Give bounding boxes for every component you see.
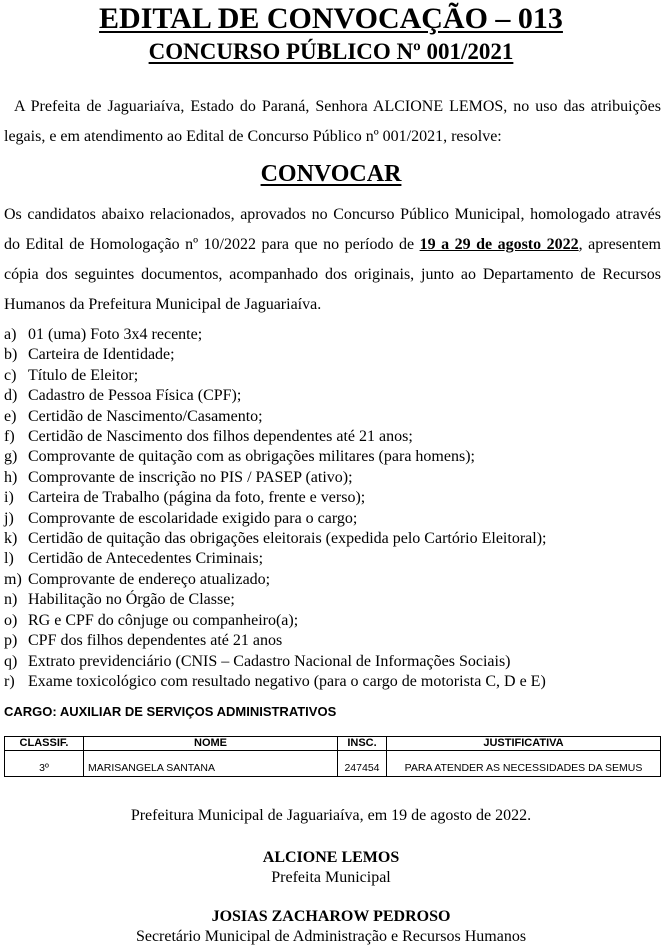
table-row: [5, 751, 661, 777]
list-item-label: k): [4, 530, 18, 548]
list-item: [4, 529, 654, 549]
list-item-label: m): [4, 570, 22, 588]
list-item: [4, 549, 654, 569]
list-item: [4, 325, 654, 345]
action-heading: CONVOCAR: [260, 161, 402, 187]
place-date: Prefeitura Municipal de Jaguariaíva, em 19 de agosto de 2022.: [130, 807, 532, 824]
body-paragraph: [4, 200, 661, 320]
list-item-text: Comprovante de escolaridade exigido para o cargo;: [28, 509, 358, 527]
list-item-text: Título de Eleitor;: [28, 366, 139, 384]
table-header-row: [5, 737, 661, 751]
cargo-heading: CARGO: AUXILIAR DE SERVIÇOS ADMINISTRATIVOS: [4, 704, 337, 719]
signatory-1-role: Prefeita Municipal: [271, 869, 391, 886]
list-item-text: 01 (uma) Foto 3x4 recente;: [28, 326, 203, 343]
list-item: [4, 590, 654, 610]
signatory-2-name: JOSIAS ZACHAROW PEDROSO: [211, 908, 451, 925]
column-header-justificativa: JUSTIFICATIVA: [387, 737, 661, 751]
column-header-classif: CLASSIF.: [5, 737, 84, 751]
list-item-text: Carteira de Identidade;: [28, 346, 175, 364]
list-item-text: Certidão de Nascimento dos filhos dependentes até 21 anos;: [28, 428, 413, 446]
list-item-label: j): [4, 509, 14, 527]
list-item-label: h): [4, 468, 18, 486]
list-item-label: a): [4, 326, 17, 343]
signatory-1-name: ALCIONE LEMOS: [262, 849, 400, 866]
list-item-text: CPF dos filhos dependentes até 21 anos: [28, 632, 283, 650]
candidates-table: [4, 736, 661, 777]
list-item-text: Certidão de quitação das obrigações eleitorais (expedida pelo Cartório Eleitoral);: [28, 530, 547, 548]
cell-justificativa: PARA ATENDER AS NECESSIDADES DA SEMUS: [387, 751, 661, 777]
list-item: [4, 631, 654, 651]
list-item-text: Extrato previdenciário (CNIS – Cadastro Nacional de Informações Sociais): [28, 652, 511, 670]
list-item-text: Comprovante de endereço atualizado;: [28, 570, 271, 588]
list-item: [4, 366, 654, 386]
list-item-label: q): [4, 652, 18, 670]
list-item-label: n): [4, 591, 18, 609]
list-item-label: d): [4, 387, 18, 405]
list-item-label: e): [4, 407, 17, 425]
intro-paragraph: A Prefeita de Jaguariaíva, Estado do Paraná, Senhora ALCIONE LEMOS, no uso das atribuições legais, e em atendimento ao Edital de Concurso Público nº 001/2021, resolve:: [4, 98, 661, 145]
list-item-label: f): [4, 428, 15, 446]
list-item: [4, 447, 654, 467]
list-item-label: c): [4, 366, 17, 384]
list-item-text: Carteira de Trabalho (página da foto, frente e verso);: [28, 489, 366, 507]
signatory-2-role: Secretário Municipal de Administração e Recursos Humanos: [135, 928, 527, 945]
list-item-label: l): [4, 550, 14, 568]
list-item-text: Certidão de Antecedentes Criminais;: [28, 550, 264, 568]
cell-insc: 247454: [338, 751, 387, 777]
column-header-insc: INSC.: [338, 737, 387, 751]
list-item: [4, 672, 654, 692]
list-item: [4, 427, 654, 447]
document-title: EDITAL DE CONVOCAÇÃO – 013: [99, 2, 563, 35]
list-item-label: b): [4, 346, 18, 364]
list-item: [4, 345, 654, 365]
list-item-text: Exame toxicológico com resultado negativo (para o cargo de motorista C, D e E): [28, 672, 546, 690]
list-item-label: i): [4, 489, 14, 507]
list-item: [4, 570, 654, 590]
list-item-label: p): [4, 632, 18, 650]
list-item: [4, 652, 654, 672]
list-item-label: r): [4, 672, 15, 690]
list-item: [4, 488, 654, 508]
list-item: [4, 611, 654, 631]
list-item-text: Certidão de Nascimento/Casamento;: [28, 407, 263, 425]
list-item: [4, 386, 654, 406]
list-item-text: Comprovante de quitação com as obrigações militares (para homens);: [28, 448, 475, 466]
period-highlight: 19 a 29 de agosto 2022: [419, 236, 579, 253]
list-item-label: g): [4, 448, 18, 466]
list-item: [4, 509, 654, 529]
list-item-text: Cadastro de Pessoa Física (CPF);: [28, 387, 242, 405]
document-subtitle: CONCURSO PÚBLICO Nº 001/2021: [148, 39, 514, 64]
list-item-text: Comprovante de inscrição no PIS / PASEP (ativo);: [28, 468, 353, 486]
column-header-nome: NOME: [84, 737, 338, 751]
list-item: [4, 468, 654, 488]
body-text-after: , apresentem cópia dos seguintes documentos, acompanhado dos originais, junto ao Departamento de Recursos Humanos da Prefeitura Municipal de Jaguariaíva.: [4, 236, 661, 313]
list-item-text: RG e CPF do cônjuge ou companheiro(a);: [28, 611, 299, 629]
list-item: [4, 407, 654, 427]
cell-nome: MARISANGELA SANTANA: [84, 751, 338, 777]
body-text-before: Os candidatos abaixo relacionados, aprovados no Concurso Público Municipal, homologado através do Edital de Homologação nº 10/2022 para que no período de: [4, 206, 661, 253]
documents-list: [4, 325, 654, 692]
list-item-text: Habilitação no Órgão de Classe;: [28, 591, 235, 609]
cell-classif: 3º: [5, 751, 84, 777]
list-item-label: o): [4, 611, 18, 629]
